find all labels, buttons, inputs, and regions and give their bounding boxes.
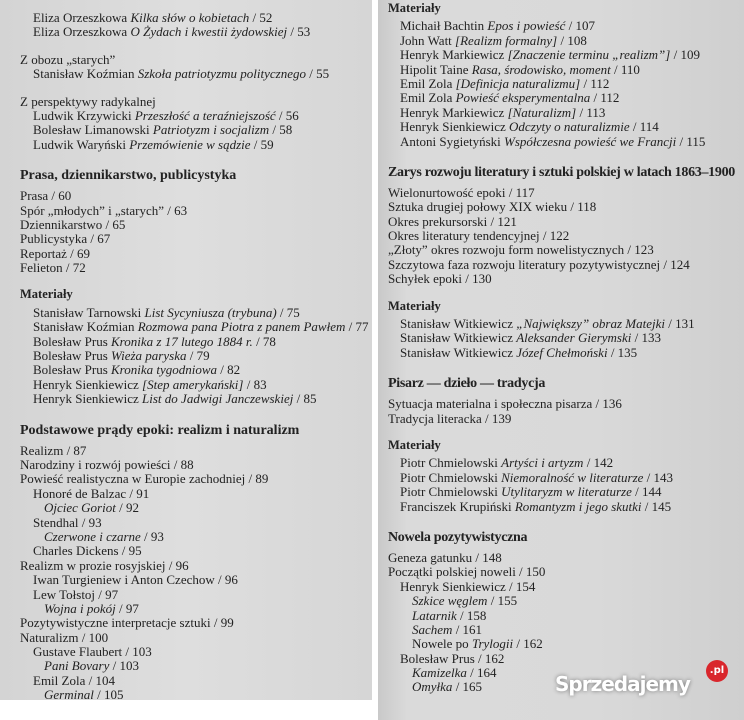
entry-text: Prasa, dziennikarstwo, publicystyka bbox=[20, 168, 237, 184]
entry-text: / 110 bbox=[610, 61, 640, 77]
entry-title: Niemoralność w literaturze bbox=[501, 469, 644, 485]
toc-entry bbox=[412, 666, 497, 680]
toc-entry bbox=[388, 412, 511, 426]
entry-text: Piotr Chmielowski bbox=[400, 484, 502, 500]
entry-title: Latarnik bbox=[412, 607, 457, 623]
entry-text: Zarys rozwoju literatury i sztuki polskiej w latach 1863–1900 bbox=[388, 164, 735, 180]
entry-title: Przemówienie w sądzie bbox=[129, 136, 251, 152]
entry-title: Ojciec Goriot bbox=[44, 500, 116, 516]
entry-text: Pozytywistyczne interpretacje sztuki / 99 bbox=[20, 615, 234, 631]
entry-text: / 97 bbox=[115, 600, 139, 616]
entry-text: Realizm w prozie rosyjskiej / 96 bbox=[20, 557, 189, 573]
toc-entry bbox=[20, 458, 194, 472]
entry-text: / 158 bbox=[456, 607, 487, 623]
toc-entry bbox=[44, 501, 139, 515]
entry-title: Współczesna powieść we Francji bbox=[504, 133, 677, 149]
toc-entry bbox=[33, 349, 210, 363]
toc-entry bbox=[33, 544, 142, 558]
toc-entry bbox=[33, 487, 149, 501]
entry-text: Honoré de Balzac / 91 bbox=[33, 485, 150, 501]
entry-title: [Realizm formalny] bbox=[455, 32, 558, 48]
toc-entry bbox=[400, 63, 640, 77]
entry-text: Spór „młodych” i „starych” / 63 bbox=[20, 202, 188, 218]
toc-entry bbox=[33, 67, 329, 81]
entry-text: / 131 bbox=[665, 316, 695, 332]
entry-title: Szkice węglem bbox=[412, 593, 488, 609]
entry-text: Ludwik Krzywicki bbox=[33, 107, 135, 123]
toc-entry bbox=[33, 123, 292, 137]
entry-text: Stanisław Witkiewicz bbox=[400, 344, 517, 360]
entry-text: / 113 bbox=[576, 104, 606, 120]
entry-text: / 142 bbox=[583, 455, 614, 471]
entry-text: Eliza Orzeszkowa bbox=[33, 24, 131, 40]
watermark-badge: .pl bbox=[706, 660, 728, 682]
entry-text: Dziennikarstwo / 65 bbox=[20, 216, 126, 232]
entry-text: John Watt bbox=[400, 32, 456, 48]
toc-entry bbox=[33, 306, 300, 320]
entry-title: Przeszłość a teraźniejszość bbox=[134, 107, 276, 123]
entry-title: Szkoła patriotyzmu politycznego bbox=[137, 66, 306, 82]
toc-entry bbox=[388, 200, 596, 214]
toc-entry bbox=[20, 472, 268, 486]
entry-text: / 58 bbox=[269, 122, 293, 138]
entry-text: Bolesław Limanowski bbox=[33, 122, 153, 138]
toc-entry bbox=[400, 331, 661, 345]
toc-entry bbox=[20, 204, 187, 218]
entry-text: / 83 bbox=[243, 376, 267, 392]
entry-text: Stendhal / 93 bbox=[33, 514, 102, 530]
entry-text: Stanisław Tarnowski bbox=[33, 304, 145, 320]
entry-title: Romantyzm i jego skutki bbox=[514, 498, 642, 514]
entry-text: Piotr Chmielowski bbox=[400, 455, 502, 471]
entry-text: Stanisław Witkiewicz bbox=[400, 330, 517, 346]
toc-entry bbox=[400, 19, 595, 33]
entry-text: Powieść realistyczna w Europie zachodniej / 89 bbox=[20, 471, 269, 487]
toc-entry bbox=[33, 11, 272, 25]
entry-text: / 145 bbox=[641, 498, 672, 514]
entry-text: Michaił Bachtin bbox=[400, 18, 488, 34]
entry-text: Bolesław Prus / 162 bbox=[400, 650, 505, 666]
toc-entry bbox=[388, 258, 690, 272]
section-heading bbox=[388, 376, 545, 392]
toc-entry bbox=[20, 631, 108, 645]
entry-text: Okres literatury tendencyjnej / 122 bbox=[388, 228, 570, 244]
section-heading bbox=[20, 168, 236, 184]
entry-title: Pani Bovary bbox=[44, 658, 110, 674]
entry-text: / 109 bbox=[670, 47, 700, 63]
toc-entry bbox=[412, 680, 482, 694]
toc-entry bbox=[400, 580, 535, 594]
entry-title: Odczyty o naturalizmie bbox=[509, 119, 630, 135]
entry-title: Józef Chełmoński bbox=[516, 344, 608, 360]
entry-title: Rozmowa pana Piotra z panem Pawłem bbox=[137, 319, 346, 335]
entry-title: Rasa, środowisko, moment bbox=[471, 61, 611, 77]
entry-text: / 55 bbox=[305, 66, 330, 82]
entry-title: List do Jadwigi Janczewskiej bbox=[142, 391, 294, 407]
toc-entry bbox=[400, 471, 673, 485]
toc-entry bbox=[388, 215, 517, 229]
toc-entry bbox=[20, 261, 86, 275]
entry-title: Sachem bbox=[412, 621, 453, 637]
entry-text: Sytuacja materialna i społeczna pisarza / 136 bbox=[388, 396, 622, 412]
section-heading bbox=[20, 423, 299, 439]
entry-text: / 115 bbox=[676, 133, 706, 149]
toc-entry bbox=[400, 456, 613, 470]
toc-entry bbox=[388, 272, 492, 286]
entry-text: Eliza Orzeszkowa bbox=[33, 10, 131, 25]
toc-entry bbox=[400, 34, 587, 48]
toc-entry bbox=[33, 363, 240, 377]
entry-text: Materiały bbox=[388, 1, 441, 15]
entry-text: Z obozu „starych” bbox=[20, 51, 116, 67]
toc-entry bbox=[33, 335, 276, 349]
toc-entry bbox=[33, 674, 115, 688]
toc-entry bbox=[33, 25, 310, 39]
toc-entry bbox=[400, 77, 609, 91]
entry-text: Schyłek epoki / 130 bbox=[388, 271, 492, 287]
watermark-logo: Sprzedajemy bbox=[555, 672, 690, 696]
toc-entry bbox=[44, 602, 139, 616]
entry-text: / 161 bbox=[452, 621, 483, 637]
toc-entry bbox=[412, 594, 517, 608]
right-page bbox=[378, 0, 744, 720]
section-heading bbox=[388, 530, 527, 546]
entry-text: Henryk Sienkiewicz bbox=[400, 119, 510, 135]
entry-title: [Znaczenie terminu „realizm”] bbox=[507, 47, 671, 63]
entry-text: / 52 bbox=[249, 10, 273, 25]
entry-title: Epos i powieść bbox=[487, 18, 566, 34]
entry-text: Materiały bbox=[388, 437, 441, 452]
toc-entry bbox=[20, 247, 90, 261]
toc-entry bbox=[400, 91, 619, 105]
materials-heading bbox=[20, 287, 73, 301]
entry-text: / 155 bbox=[487, 593, 518, 609]
toc-entry bbox=[412, 623, 482, 637]
toc-entry bbox=[400, 317, 695, 331]
entry-title: Omyłka bbox=[412, 679, 453, 695]
entry-text: / 135 bbox=[607, 344, 638, 360]
entry-text: / 56 bbox=[275, 107, 299, 123]
entry-text: / 107 bbox=[565, 18, 595, 34]
entry-text: „Złoty” okres rozwoju form nowelistycznych / 123 bbox=[388, 242, 654, 258]
entry-text: Emil Zola bbox=[400, 90, 456, 106]
entry-text: / 133 bbox=[631, 330, 662, 346]
entry-text: / 112 bbox=[590, 90, 620, 106]
entry-text: / 82 bbox=[217, 362, 241, 378]
entry-text: Stanisław Witkiewicz bbox=[400, 316, 517, 332]
entry-text: Franciszek Krupiński bbox=[400, 498, 515, 514]
entry-text: / 53 bbox=[287, 24, 311, 40]
toc-entry bbox=[20, 232, 110, 246]
entry-text: Z perspektywy radykalnej bbox=[20, 93, 156, 109]
entry-title: [Naturalizm] bbox=[507, 104, 577, 120]
toc-entry bbox=[20, 559, 189, 573]
entry-title: Wieża paryska bbox=[111, 348, 187, 364]
entry-text: / 105 bbox=[93, 687, 124, 700]
entry-text: / 92 bbox=[115, 500, 139, 516]
entry-text: Okres prekursorski / 121 bbox=[388, 213, 517, 229]
toc-entry bbox=[44, 530, 164, 544]
group-heading bbox=[20, 53, 115, 67]
toc-entry bbox=[33, 516, 102, 530]
toc-entry bbox=[388, 229, 569, 243]
entry-text: Lew Tołstoj / 97 bbox=[33, 586, 119, 602]
entry-text: / 85 bbox=[293, 391, 317, 407]
entry-title: Kronika tygodniowa bbox=[111, 362, 218, 378]
entry-text: Nowela pozytywistyczna bbox=[388, 529, 528, 545]
toc-entry bbox=[412, 637, 543, 651]
entry-text: Sztuka drugiej połowy XIX wieku / 118 bbox=[388, 199, 597, 215]
toc-entry bbox=[20, 218, 125, 232]
entry-text: Henryk Markiewicz bbox=[400, 104, 508, 120]
entry-text: Henryk Sienkiewicz bbox=[33, 391, 143, 407]
entry-text: Reportaż / 69 bbox=[20, 245, 91, 261]
toc-entry bbox=[412, 609, 486, 623]
toc-entry bbox=[400, 106, 605, 120]
entry-title: Kilka słów o kobietach bbox=[130, 10, 250, 25]
toc-entry bbox=[33, 320, 368, 334]
entry-text: Pisarz — dzieło — tradycja bbox=[388, 376, 546, 392]
entry-text: / 103 bbox=[109, 658, 139, 674]
toc-entry bbox=[33, 378, 267, 392]
left-page bbox=[0, 0, 372, 700]
toc-entry bbox=[388, 397, 622, 411]
entry-title: Wojna i pokój bbox=[44, 600, 116, 616]
entry-text: / 112 bbox=[580, 75, 610, 91]
entry-title: „Największy” obraz Matejki bbox=[516, 316, 665, 332]
group-heading bbox=[20, 95, 156, 109]
toc-entry bbox=[400, 346, 637, 360]
toc-entry bbox=[388, 186, 535, 200]
materials-heading bbox=[388, 1, 441, 15]
entry-title: List Sycyniusza (trybuna) bbox=[144, 304, 277, 320]
entry-text: Stanisław Koźmian bbox=[33, 319, 138, 335]
entry-text: / 143 bbox=[643, 469, 674, 485]
entry-text: Stanisław Koźmian bbox=[33, 66, 138, 82]
materials-heading bbox=[388, 299, 441, 313]
toc-entry bbox=[400, 500, 671, 514]
entry-text: / 114 bbox=[629, 119, 659, 135]
entry-text: / 144 bbox=[631, 484, 662, 500]
toc-entry bbox=[388, 243, 654, 257]
toc-entry bbox=[33, 138, 274, 152]
entry-text: Prasa / 60 bbox=[20, 188, 72, 204]
entry-text: Realizm / 87 bbox=[20, 442, 87, 458]
entry-text: Nowele po bbox=[412, 636, 472, 652]
entry-title: O Żydach i kwestii żydowskiej bbox=[130, 24, 288, 40]
entry-text: / 77 bbox=[345, 319, 369, 335]
entry-title: [Definicja naturalizmu] bbox=[455, 75, 581, 91]
toc-entry bbox=[44, 659, 139, 673]
entry-text: / 75 bbox=[276, 304, 300, 320]
toc-entry bbox=[20, 189, 71, 203]
entry-text: Tradycja literacka / 139 bbox=[388, 410, 512, 426]
entry-text: / 165 bbox=[452, 679, 483, 695]
entry-title: Germinal bbox=[44, 687, 94, 700]
entry-text: Geneza gatunku / 148 bbox=[388, 549, 502, 565]
toc-entry bbox=[33, 645, 152, 659]
entry-text: Piotr Chmielowski bbox=[400, 469, 502, 485]
entry-text: Iwan Turgieniew i Anton Czechow / 96 bbox=[33, 572, 238, 588]
toc-entry bbox=[44, 688, 123, 700]
entry-text: / 93 bbox=[140, 528, 164, 544]
entry-text: Wielonurtowość epoki / 117 bbox=[388, 184, 535, 200]
entry-text: / 164 bbox=[466, 665, 497, 681]
entry-title: Patriotyzm i socjalizm bbox=[152, 122, 270, 138]
entry-text: Początki polskiej noweli / 150 bbox=[388, 564, 546, 580]
toc-entry bbox=[33, 392, 316, 406]
entry-text: Henryk Sienkiewicz bbox=[33, 376, 143, 392]
entry-text: / 162 bbox=[513, 636, 543, 652]
entry-text: Publicystyka / 67 bbox=[20, 231, 111, 247]
toc-entry bbox=[400, 485, 661, 499]
entry-text: / 108 bbox=[557, 32, 587, 48]
entry-title: Trylogii bbox=[471, 636, 514, 652]
entry-text: / 79 bbox=[186, 348, 210, 364]
entry-text: / 78 bbox=[252, 333, 276, 349]
materials-heading bbox=[388, 438, 441, 452]
entry-title: [Step amerykański] bbox=[142, 376, 244, 392]
entry-text: Antoni Sygietyński bbox=[400, 133, 505, 149]
entry-text: / 59 bbox=[250, 136, 274, 152]
entry-text: Felieton / 72 bbox=[20, 260, 86, 276]
entry-text: Gustave Flaubert / 103 bbox=[33, 644, 152, 660]
toc-entry bbox=[400, 135, 705, 149]
toc-entry bbox=[33, 573, 238, 587]
entry-title: Kronika z 17 lutego 1884 r. bbox=[111, 333, 253, 349]
entry-text: Podstawowe prądy epoki: realizm i naturalizm bbox=[20, 422, 300, 438]
entry-title: Czerwone i czarne bbox=[44, 528, 141, 544]
toc-entry bbox=[33, 109, 299, 123]
toc-entry bbox=[388, 565, 545, 579]
toc-entry bbox=[400, 48, 700, 62]
entry-text: Bolesław Prus bbox=[33, 348, 111, 364]
entry-text: Bolesław Prus bbox=[33, 333, 111, 349]
entry-title: Powieść eksperymentalna bbox=[455, 90, 591, 106]
entry-title: Kamizelka bbox=[412, 665, 467, 681]
entry-text: Emil Zola bbox=[400, 75, 456, 91]
entry-text: Hipolit Taine bbox=[400, 61, 472, 77]
entry-text: Henryk Sienkiewicz / 154 bbox=[400, 578, 536, 594]
entry-text: Charles Dickens / 95 bbox=[33, 543, 142, 559]
entry-text: Materiały bbox=[388, 298, 441, 313]
entry-title: Artyści i artyzm bbox=[501, 455, 584, 471]
entry-text: Bolesław Prus bbox=[33, 362, 111, 378]
entry-text: Materiały bbox=[20, 287, 73, 302]
toc-entry bbox=[20, 616, 234, 630]
toc-entry bbox=[20, 444, 86, 458]
toc-entry bbox=[388, 551, 502, 565]
entry-text: Henryk Markiewicz bbox=[400, 47, 508, 63]
toc-entry bbox=[400, 652, 504, 666]
section-heading bbox=[388, 165, 735, 181]
entry-text: Emil Zola / 104 bbox=[33, 672, 115, 688]
entry-text: Szczytowa faza rozwoju literatury pozytywistycznej / 124 bbox=[388, 256, 690, 272]
entry-title: Aleksander Gierymski bbox=[516, 330, 632, 346]
entry-title: Utylitaryzm w literaturze bbox=[501, 484, 632, 500]
entry-text: Naturalizm / 100 bbox=[20, 629, 109, 645]
entry-text: Ludwik Waryński bbox=[33, 136, 130, 152]
entry-text: Narodziny i rozwój powieści / 88 bbox=[20, 456, 194, 472]
toc-entry bbox=[400, 120, 659, 134]
toc-entry bbox=[33, 588, 118, 602]
